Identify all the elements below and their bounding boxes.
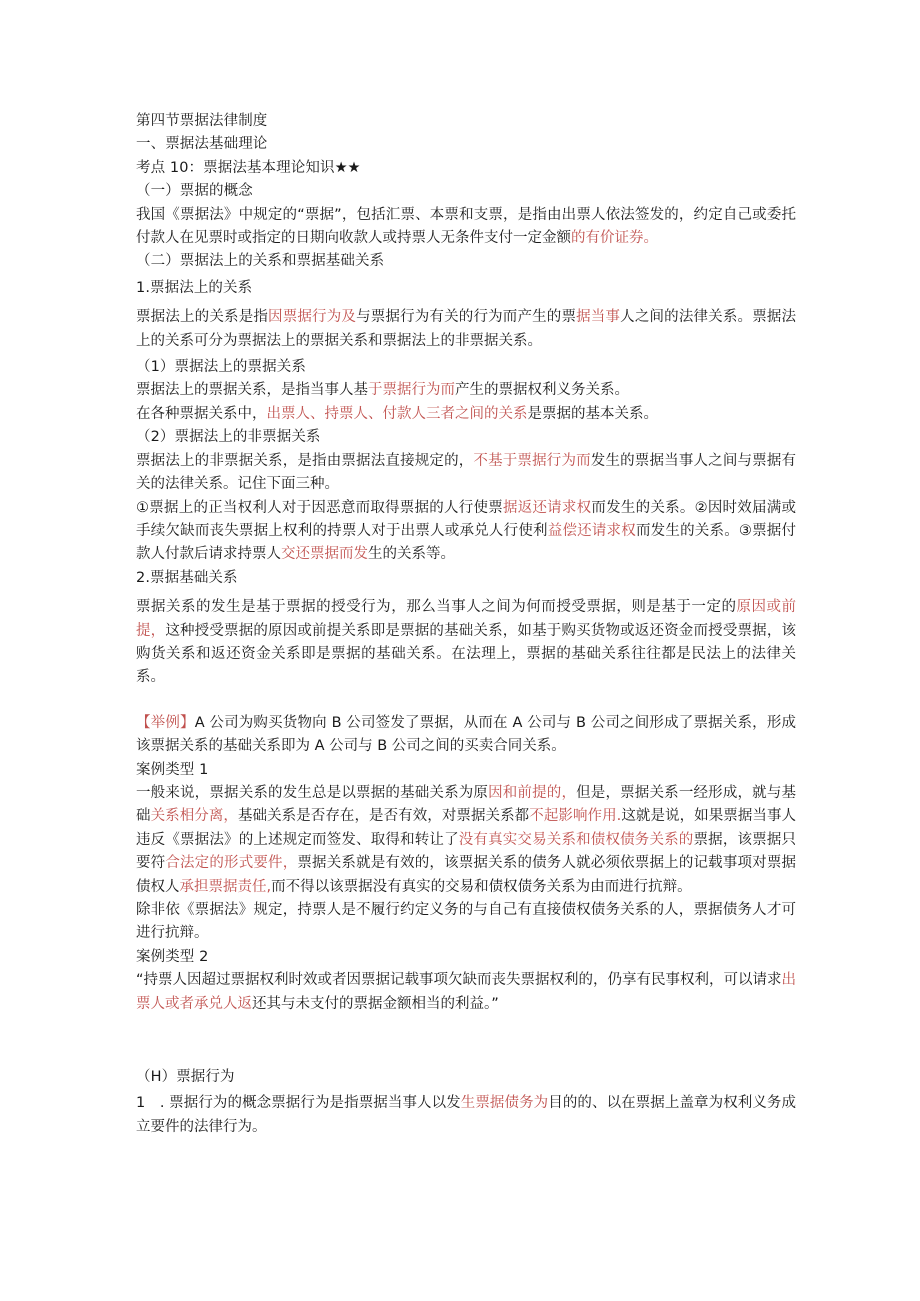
text-segment: “持票人因超过票据权利时效或者因票据记载事项欠缺而丧失票据权利的，仍享有民事权利，可以请求 [136, 972, 782, 989]
text-segment: 但是，票据关系一经形成，就与基础 [136, 784, 797, 825]
highlight-segment: 生票据债务为 [460, 1095, 549, 1112]
star-rating: ★★ [334, 159, 361, 176]
concept-text: 我国《票据法》中规定的“票据”，包括汇票、本票和支票，是指由出票人依法签发的，约定自己或委托付款人在见票时或指定的日期向收款人或持票人无条件支付一定金额 [136, 206, 796, 247]
part1-title: 一、票据法基础理论 [136, 136, 268, 153]
case1-heading: 案例类型 1 [136, 761, 209, 778]
text-segment: 而发生的关系。②因时效届满或手续欠缺而丧失票据上权利的持票人对于出票人或承兑人行使利 [136, 499, 797, 539]
document-page [136, 110, 796, 1139]
text-segment: 而发生的关系。③票据付款人付款后请求持票人 [136, 522, 797, 563]
highlight-segment: 关系相分离， [150, 808, 238, 825]
highlight-segment: 于票据行为而 [368, 382, 455, 399]
text-segment: 票据关系的发生是基于票据的授受行为，那么当事人之间为何而授受票据，则是基于一定的 [136, 599, 737, 616]
relations-paragraph-1 [136, 306, 796, 353]
sub1a-heading: （1）票据法上的票据关系 [136, 359, 306, 376]
highlight-segment: 交还票据而发 [281, 546, 368, 563]
text-segment: 基础关系是否存在，是否有效，对票据关系都 [237, 808, 530, 825]
highlight-segment: 承担票据责任, [179, 878, 272, 895]
highlight-segment: 没有真实交易关系和债权债务关系的 [458, 831, 694, 848]
highlight-segment: 不基于票据行为而 [473, 452, 591, 469]
highlight-segment: 出票人或者承兑人返 [136, 972, 797, 1012]
point10-title [136, 157, 796, 180]
section-title: 第四节票据法律制度 [136, 113, 268, 129]
relations-paragraph-5 [136, 497, 796, 567]
text-segment: 票据法上的非票据关系，是指由票据法直接规定的， [136, 452, 474, 469]
text-segment: 人之间的法律关系。票据法上的关系可分为票据法上的票据关系和票据法上的非票据关系。 [136, 309, 797, 349]
text-segment: 目的的、以在票据上盖章为权利义务成立要件的法律行为。 [136, 1095, 797, 1135]
text-segment: 票据法上的票据关系，是指当事人基 [136, 382, 368, 399]
example-tag: 【举例】 [136, 714, 195, 731]
highlight-segment: 益偿还请求权 [547, 522, 636, 539]
concept-highlight: 的有价证券。 [571, 230, 658, 247]
case1-paragraph-1 [136, 782, 796, 899]
relations-paragraph-4 [136, 450, 796, 497]
text-segment: 生的关系等。 [368, 546, 455, 563]
highlight-segment: 因和前提的， [488, 784, 577, 801]
text-segment: 票据关系就是有效的，该票据关系的债务人就必须依票据上的记载事项对票据债权人 [136, 855, 797, 895]
point10-label: 考点 10：票据法基本理论知识 [136, 159, 335, 176]
sub2-heading: 2.票据基础关系 [136, 569, 238, 586]
concept-heading: （一）票据的概念 [136, 183, 253, 200]
acts-paragraph-1 [136, 1092, 796, 1139]
example-text: A 公司为购买货物向 B 公司签发了票据，从而在 A 公司与 B 公司之间形成了票据关系，形成该票据关系的基础关系即为 A 公司与 B 公司之间的买卖合同关系。 [136, 714, 797, 755]
text-segment: 1 . 票据行为的概念票据行为是指票据当事人以发 [136, 1095, 461, 1112]
text-segment: 而不得以该票据没有真实的交易和债权债务关系为由而进行抗辩。 [271, 878, 692, 895]
highlight-segment: 据返还请求权 [502, 499, 592, 516]
text-segment: 还其与未支付的票据金额相当的利益。” [252, 995, 499, 1012]
relations-heading: （二）票据法上的关系和票据基础关系 [136, 253, 385, 270]
text-segment: 在各种票据关系中， [136, 405, 267, 422]
acts-heading: （H）票据行为 [136, 1069, 235, 1086]
example-paragraph [136, 712, 796, 759]
highlight-segment: 据当事 [576, 309, 621, 326]
relations-paragraph-2 [136, 379, 796, 402]
case2-heading: 案例类型 2 [136, 948, 209, 965]
text-segment: 这就是说，如果票据当事人违反《票据法》的上述规定而签发、取得和转让了 [136, 808, 797, 848]
highlight-segment: 原因或前提， [136, 599, 797, 639]
text-segment: 发生的票据当事人之间与票据有关的法律关系。记住下面三种。 [136, 452, 797, 493]
highlight-segment: 合法定的形式要件， [165, 855, 298, 872]
highlight-segment: 因票据行为及 [268, 309, 357, 326]
text-segment: 与票据行为有关的行为而产生的票 [356, 309, 577, 326]
case1-paragraph-2: 除非依《票据法》规定，持票人是不履行约定义务的与自己有直接债权债务关系的人，票据债务人才可进行抗辩。 [136, 902, 796, 942]
case2-paragraph-1 [136, 969, 796, 1016]
text-segment: 票据，该票据只要符 [136, 831, 797, 872]
relations-paragraph-6 [136, 596, 796, 690]
highlight-segment: 出票人、持票人、付款人三者之间的关系 [266, 405, 528, 422]
sub1-heading: 1.票据法上的关系 [136, 279, 253, 296]
text-segment: 一般来说，票据关系的发生总是以票据的基础关系为原 [136, 784, 489, 801]
text-segment: 产生的票据权利义务关系。 [455, 382, 629, 399]
text-segment: ①票据上的正当权利人对于因恶意而取得票据的人行使票 [136, 499, 503, 516]
text-segment: 这种授受票据的原因或前提关系即是票据的基础关系，如基于购买货物或返还资金而授受票据，该购货关系和返还资金关系即是票据的基础关系。在法理上，票据的基础关系往往都是民法上的法律关系。 [136, 622, 796, 686]
text-segment: 票据法上的关系是指 [136, 309, 269, 326]
text-segment: 是票据的基本关系。 [527, 405, 658, 422]
highlight-segment: 不起影响作用. [529, 808, 622, 825]
relations-paragraph-3 [136, 403, 796, 426]
concept-paragraph [136, 204, 796, 251]
sub1b-heading: （2）票据法上的非票据关系 [136, 429, 321, 446]
